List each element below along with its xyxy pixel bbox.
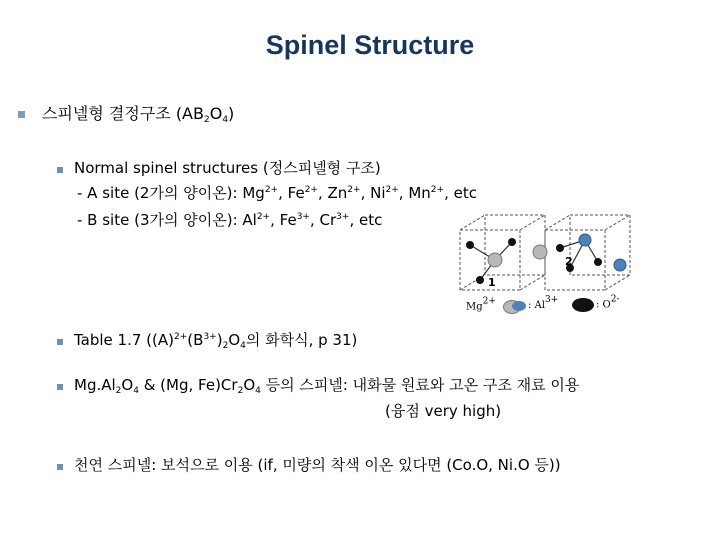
normal-spinel-heading: Normal spinel structures (정스피넬형 구조) <box>74 159 381 177</box>
uses-sub1: 2 <box>115 386 122 396</box>
legend-al-swatch <box>512 301 526 311</box>
table-ref-t5: 의 화학식, p 31) <box>245 331 358 349</box>
table-ref-marker <box>57 339 63 345</box>
uses-sub2: 4 <box>133 386 139 396</box>
o-ion-4 <box>556 244 564 252</box>
b-site-prefix: - B site (3가의 양이온): Al <box>77 211 257 229</box>
table-ref-t1: Table 1.7 ((A) <box>74 331 174 349</box>
natural-spinel-text: 천연 스피넬: 보석으로 이용 (if, 미량의 착색 이온 있다면 (Co.O, Ni.O 등)) <box>74 456 561 474</box>
main-bullet-text <box>42 104 234 124</box>
a-site-s4: 2+ <box>385 185 399 195</box>
normal-spinel-marker <box>57 167 63 173</box>
uses-t2: O <box>121 376 134 394</box>
main-bullet-sub1: 2 <box>203 115 210 125</box>
a-site-t4: , Mn <box>398 184 431 202</box>
uses-sub3: 2 <box>237 386 244 396</box>
o-ion-5 <box>594 258 602 266</box>
cell-label-2: 2 <box>565 255 573 268</box>
legend-mg-label: Mg <box>466 301 483 313</box>
b-site-s2: 3+ <box>296 212 310 222</box>
main-bullet-sub2: 4 <box>222 115 229 125</box>
a-site-prefix: - A site (2가의 양이온): Mg <box>77 184 265 202</box>
b-site-t1: , Fe <box>270 211 297 229</box>
a-site-t1: , Fe <box>278 184 305 202</box>
uses-t5: 등의 스피넬: 내화물 원료와 고온 구조 재료 이용 <box>260 376 580 394</box>
al-ion-1 <box>579 234 591 246</box>
uses-line-2: (융점 very high) <box>385 402 502 420</box>
a-site-s5: 2+ <box>430 185 445 195</box>
a-site-s2: 2+ <box>304 185 318 195</box>
a-site-s3: 2+ <box>347 185 361 195</box>
a-site-s1: 2+ <box>264 185 279 195</box>
a-site-t3: , Ni <box>360 184 386 202</box>
legend-o-label: : O <box>596 299 611 311</box>
table-ref-t4: O <box>228 331 241 349</box>
b-site-s3: 3+ <box>336 212 350 222</box>
slide-title: Spinel Structure <box>265 30 475 60</box>
table-ref-s2: 3+ <box>203 332 217 342</box>
legend-o-charge: 2- <box>610 294 620 305</box>
mg-ion-2 <box>533 245 547 259</box>
table-ref-sub1: 2 <box>222 341 229 351</box>
al-ion-2 <box>614 259 626 271</box>
uses-t4: O <box>243 376 256 394</box>
b-site-s1: 2+ <box>256 212 271 222</box>
o-ion-1 <box>466 241 474 249</box>
a-site-t5: , etc <box>444 184 477 202</box>
cell-label-1: 1 <box>488 276 496 289</box>
uses-line-1 <box>74 375 579 395</box>
table-ref-line <box>74 330 357 350</box>
a-site-line <box>77 183 477 203</box>
o-ion-2 <box>508 238 516 246</box>
table-ref-sub2: 4 <box>240 341 246 351</box>
main-bullet-mid: O <box>209 104 223 123</box>
o-ion-3 <box>476 276 484 284</box>
legend-o <box>572 294 620 312</box>
legend-al-charge: 3+ <box>544 295 559 305</box>
main-bullet-marker <box>18 111 25 118</box>
a-site-t2: , Zn <box>317 184 348 202</box>
b-site-t2: , Cr <box>309 211 337 229</box>
natural-marker <box>57 464 63 470</box>
b-site-line <box>77 210 382 230</box>
uses-marker <box>57 384 63 390</box>
legend-mg-charge: 2+ <box>482 296 496 307</box>
legend-al-label: : Al <box>528 300 545 311</box>
uses-t1: Mg.Al <box>74 376 116 394</box>
b-site-t3: , etc <box>349 211 383 229</box>
table-ref-t3: ) <box>216 331 223 349</box>
main-bullet-prefix: 스피넬형 결정구조 (AB <box>42 104 204 123</box>
mg-ion-1 <box>488 253 502 267</box>
uses-sub4: 4 <box>255 386 261 396</box>
main-bullet-suffix: ) <box>228 104 235 123</box>
table-ref-t2: (B <box>187 331 204 349</box>
legend-o-swatch <box>572 298 594 312</box>
table-ref-s1: 2+ <box>174 332 188 342</box>
legend-al <box>512 295 559 311</box>
uses-t3: & (Mg, Fe)Cr <box>138 376 238 394</box>
